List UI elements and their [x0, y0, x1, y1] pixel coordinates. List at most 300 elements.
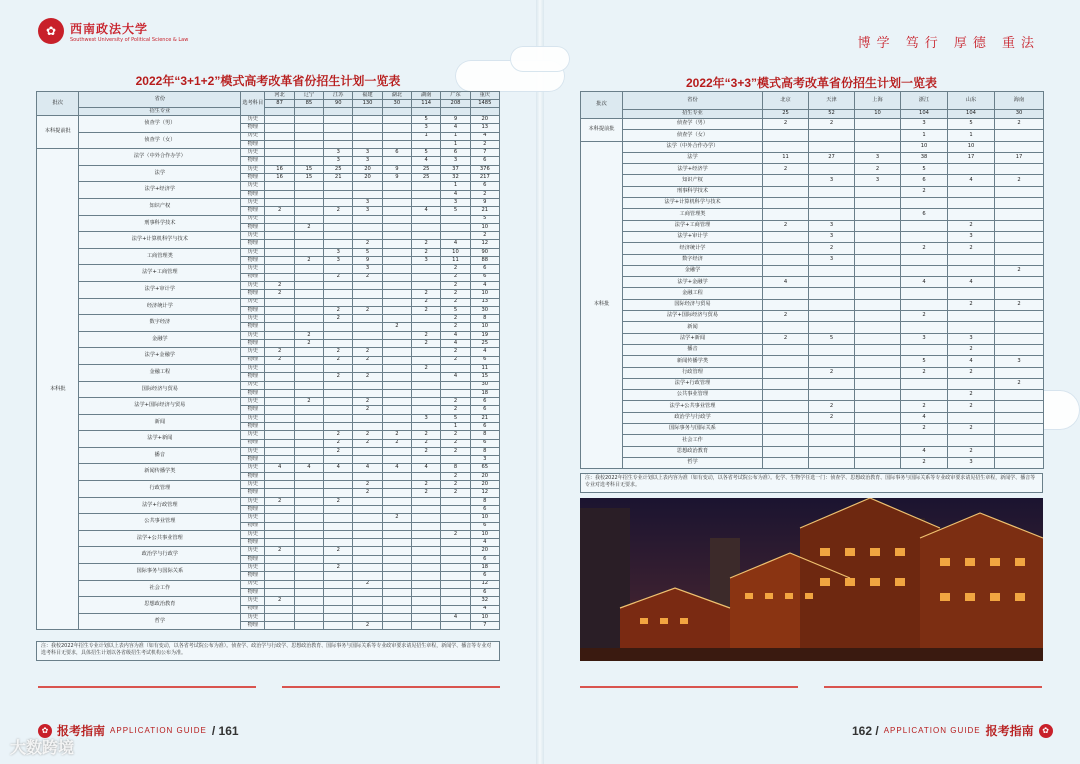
value-cell: 2: [412, 364, 441, 372]
value-cell: [763, 435, 809, 446]
value-cell: [324, 572, 353, 580]
value-cell: [412, 522, 441, 530]
major-cell: 法学+工商管理: [623, 220, 763, 231]
value-cell: 1: [441, 132, 470, 140]
value-cell: 4: [441, 340, 470, 348]
value-cell: [353, 298, 382, 306]
table-row: [37, 547, 500, 555]
value-cell: 5: [353, 248, 382, 256]
value-cell: 5: [412, 116, 441, 124]
batch-cell: 本科批: [581, 141, 623, 469]
value-cell: [294, 265, 323, 273]
subject-cell: 物理: [241, 522, 265, 530]
value-cell: [412, 514, 441, 522]
value-cell: [353, 132, 382, 140]
value-cell: 5: [809, 333, 855, 344]
subject-cell: 历史: [241, 530, 265, 538]
value-cell: [855, 254, 901, 265]
logo-chinese-name: 西南政法大学: [70, 21, 149, 36]
value-cell: [265, 190, 294, 198]
subject-cell: 物理: [241, 257, 265, 265]
subject-cell: 历史: [241, 481, 265, 489]
value-cell: 10: [901, 141, 948, 152]
col-header-province-name: 辽宁: [294, 92, 323, 100]
value-cell: 2: [948, 344, 995, 355]
value-cell: 2: [412, 340, 441, 348]
col-header-province-name: 海南: [995, 92, 1044, 110]
value-cell: [382, 555, 411, 563]
value-cell: 9: [353, 257, 382, 265]
value-cell: [382, 530, 411, 538]
subject-cell: 历史: [241, 613, 265, 621]
value-cell: 25: [470, 340, 499, 348]
value-cell: 4: [441, 240, 470, 248]
value-cell: [382, 223, 411, 231]
major-cell: 政治学与行政学: [79, 547, 241, 564]
col-header-blank: [353, 108, 382, 116]
value-cell: [763, 254, 809, 265]
value-cell: [265, 622, 294, 630]
value-cell: 6: [470, 157, 499, 165]
value-cell: [995, 198, 1044, 209]
value-cell: 5: [901, 164, 948, 175]
value-cell: [265, 580, 294, 588]
value-cell: 9: [382, 174, 411, 182]
subject-cell: 历史: [241, 398, 265, 406]
value-cell: 1: [441, 182, 470, 190]
value-cell: [324, 232, 353, 240]
value-cell: [382, 248, 411, 256]
value-cell: [294, 605, 323, 613]
value-cell: 1: [901, 130, 948, 141]
value-cell: [412, 315, 441, 323]
value-cell: [382, 622, 411, 630]
value-cell: [412, 215, 441, 223]
value-cell: [294, 505, 323, 513]
value-cell: [855, 119, 901, 130]
right-footer-title: 报考指南: [985, 724, 1034, 738]
value-cell: [855, 333, 901, 344]
major-cell: 新闻传播学类: [623, 356, 763, 367]
value-cell: [353, 605, 382, 613]
subject-cell: 历史: [241, 464, 265, 472]
value-cell: [265, 431, 294, 439]
subject-cell: 历史: [241, 116, 265, 124]
value-cell: [265, 422, 294, 430]
right-table-title: 2022年“3+3”模式高考改革省份招生计划一览表: [685, 76, 938, 90]
value-cell: [265, 605, 294, 613]
major-cell: 金融学: [79, 331, 241, 348]
col-header-major: 招生专业: [623, 110, 763, 119]
value-cell: [855, 367, 901, 378]
value-cell: [441, 522, 470, 530]
value-cell: 12: [470, 580, 499, 588]
value-cell: [294, 447, 323, 455]
value-cell: 6: [901, 209, 948, 220]
value-cell: 5: [412, 149, 441, 157]
value-cell: 21: [470, 414, 499, 422]
value-cell: [995, 186, 1044, 197]
value-cell: [265, 157, 294, 165]
value-cell: [265, 215, 294, 223]
value-cell: 2: [763, 333, 809, 344]
value-cell: [353, 530, 382, 538]
table-row: [581, 333, 1044, 344]
value-cell: 2: [382, 439, 411, 447]
major-cell: 金融工程: [623, 288, 763, 299]
value-cell: 10: [470, 514, 499, 522]
value-cell: 2: [470, 140, 499, 148]
table-row: [581, 367, 1044, 378]
value-cell: 4: [441, 190, 470, 198]
value-cell: [382, 381, 411, 389]
value-cell: [441, 564, 470, 572]
table-row: [581, 209, 1044, 220]
table-row: [581, 220, 1044, 231]
value-cell: [809, 164, 855, 175]
value-cell: 2: [265, 290, 294, 298]
subject-cell: 历史: [241, 331, 265, 339]
value-cell: [441, 497, 470, 505]
table-row: [37, 265, 500, 273]
left-enrollment-table: [36, 91, 500, 630]
value-cell: [265, 373, 294, 381]
value-cell: 25: [324, 165, 353, 173]
value-cell: 2: [948, 424, 995, 435]
subject-cell: 历史: [241, 580, 265, 588]
value-cell: [382, 564, 411, 572]
value-cell: [441, 389, 470, 397]
value-cell: 15: [294, 174, 323, 182]
col-header-province-name: 天津: [809, 92, 855, 110]
table-row: [37, 315, 500, 323]
value-cell: 4: [901, 277, 948, 288]
major-cell: 法学+国际经济与贸易: [623, 311, 763, 322]
table-row: [37, 564, 500, 572]
value-cell: [382, 298, 411, 306]
value-cell: [995, 311, 1044, 322]
value-cell: 6: [470, 555, 499, 563]
value-cell: 4: [470, 281, 499, 289]
value-cell: [353, 547, 382, 555]
value-cell: 20: [470, 116, 499, 124]
value-cell: 10: [470, 530, 499, 538]
table-row: [581, 311, 1044, 322]
table-row: [581, 412, 1044, 423]
value-cell: [763, 322, 809, 333]
value-cell: [265, 124, 294, 132]
value-cell: [948, 311, 995, 322]
value-cell: [382, 414, 411, 422]
value-cell: [855, 356, 901, 367]
value-cell: 4: [763, 277, 809, 288]
value-cell: [412, 505, 441, 513]
table-row: [37, 149, 500, 157]
value-cell: [324, 198, 353, 206]
value-cell: [441, 456, 470, 464]
value-cell: 19: [470, 331, 499, 339]
col-header-province-name: 江苏: [324, 92, 353, 100]
value-cell: 2: [353, 240, 382, 248]
right-page-number: 162 /: [852, 723, 879, 738]
table-row: [581, 130, 1044, 141]
value-cell: [294, 323, 323, 331]
value-cell: 2: [412, 331, 441, 339]
value-cell: 30: [470, 381, 499, 389]
value-cell: [995, 277, 1044, 288]
value-cell: 2: [948, 390, 995, 401]
value-cell: 2: [324, 564, 353, 572]
table-row: [37, 198, 500, 206]
value-cell: [382, 580, 411, 588]
value-cell: 3: [353, 157, 382, 165]
value-cell: 16: [265, 174, 294, 182]
col-header-total: 10: [855, 110, 901, 119]
value-cell: 4: [470, 605, 499, 613]
value-cell: [265, 182, 294, 190]
value-cell: [324, 539, 353, 547]
value-cell: [353, 456, 382, 464]
col-header-blank: [294, 108, 323, 116]
value-cell: 2: [901, 311, 948, 322]
value-cell: [412, 472, 441, 480]
major-cell: 工商管理类: [623, 209, 763, 220]
value-cell: [441, 539, 470, 547]
value-cell: 32: [441, 174, 470, 182]
subject-cell: 物理: [241, 539, 265, 547]
value-cell: [353, 364, 382, 372]
value-cell: 2: [441, 298, 470, 306]
value-cell: [763, 424, 809, 435]
value-cell: [382, 306, 411, 314]
value-cell: [995, 367, 1044, 378]
value-cell: [855, 198, 901, 209]
subject-cell: 物理: [241, 505, 265, 513]
subject-cell: 历史: [241, 497, 265, 505]
value-cell: 2: [353, 373, 382, 381]
value-cell: 17: [948, 152, 995, 163]
value-cell: 4: [441, 331, 470, 339]
value-cell: [382, 140, 411, 148]
value-cell: 5: [441, 207, 470, 215]
value-cell: 25: [412, 174, 441, 182]
value-cell: 3: [324, 157, 353, 165]
value-cell: [412, 613, 441, 621]
value-cell: 18: [470, 389, 499, 397]
major-cell: 法学: [79, 165, 241, 182]
major-cell: 法学（中外合作办学）: [623, 141, 763, 152]
value-cell: [353, 389, 382, 397]
value-cell: 4: [412, 464, 441, 472]
value-cell: [382, 481, 411, 489]
value-cell: [265, 257, 294, 265]
value-cell: 2: [809, 412, 855, 423]
value-cell: [855, 231, 901, 242]
value-cell: 2: [265, 597, 294, 605]
value-cell: [324, 140, 353, 148]
batch-cell: 本科提前批: [37, 116, 79, 149]
value-cell: [294, 481, 323, 489]
col-header-total: 52: [809, 110, 855, 119]
table-row: [37, 381, 500, 389]
table-row: [581, 164, 1044, 175]
value-cell: [995, 288, 1044, 299]
book-spine: [536, 0, 544, 764]
value-cell: 4: [441, 124, 470, 132]
value-cell: [948, 412, 995, 423]
value-cell: 4: [901, 412, 948, 423]
value-cell: [763, 288, 809, 299]
col-header-province: 省份: [79, 92, 241, 108]
value-cell: 2: [412, 306, 441, 314]
value-cell: 2: [441, 489, 470, 497]
col-header-total: 87: [265, 100, 294, 108]
value-cell: 2: [441, 406, 470, 414]
value-cell: [809, 378, 855, 389]
value-cell: 6: [470, 406, 499, 414]
value-cell: [324, 481, 353, 489]
value-cell: [265, 198, 294, 206]
value-cell: [995, 322, 1044, 333]
value-cell: [901, 344, 948, 355]
value-cell: 2: [995, 175, 1044, 186]
value-cell: [763, 367, 809, 378]
col-header-province-name: 北京: [763, 92, 809, 110]
major-cell: 公共事业管理: [79, 514, 241, 531]
value-cell: [855, 141, 901, 152]
major-cell: 法学: [623, 152, 763, 163]
value-cell: [294, 613, 323, 621]
major-cell: 法学+计算机科学与技术: [623, 198, 763, 209]
value-cell: [441, 555, 470, 563]
value-cell: 2: [324, 431, 353, 439]
subject-cell: 历史: [241, 348, 265, 356]
value-cell: [382, 315, 411, 323]
value-cell: [441, 223, 470, 231]
value-cell: [382, 588, 411, 596]
table-row: [581, 424, 1044, 435]
value-cell: 2: [412, 290, 441, 298]
left-table-note: 注：我校2022年招生专业计划以上表内容为准（如有变动，以各省考试院公布为准）。侦查学、政治学与行政学、思想政治教育、国际事务与国际关系等专业政审要求请见招生章程，新闻学、播音等专业对选考科目无要求，具体招生计划以各省级招生考试机构公布为准。: [36, 641, 500, 661]
major-cell: 新闻传播学类: [79, 464, 241, 481]
right-footer-rule-2: [824, 686, 1042, 688]
value-cell: 2: [855, 164, 901, 175]
value-cell: 4: [470, 348, 499, 356]
value-cell: [855, 424, 901, 435]
value-cell: [324, 116, 353, 124]
value-cell: [265, 539, 294, 547]
value-cell: 2: [353, 439, 382, 447]
value-cell: [382, 489, 411, 497]
university-logo: [38, 18, 188, 44]
value-cell: [265, 505, 294, 513]
value-cell: [412, 605, 441, 613]
subject-cell: 物理: [241, 406, 265, 414]
major-cell: 法学+经济学: [79, 182, 241, 199]
value-cell: [294, 514, 323, 522]
value-cell: [809, 198, 855, 209]
value-cell: 37: [441, 165, 470, 173]
value-cell: [353, 522, 382, 530]
value-cell: 3: [441, 157, 470, 165]
col-header-province-name: 湖北: [382, 92, 411, 100]
value-cell: [294, 215, 323, 223]
value-cell: 90: [470, 248, 499, 256]
value-cell: [995, 141, 1044, 152]
value-cell: [855, 446, 901, 457]
value-cell: [809, 435, 855, 446]
value-cell: [809, 186, 855, 197]
value-cell: 2: [353, 431, 382, 439]
table-row: [581, 390, 1044, 401]
value-cell: [265, 248, 294, 256]
value-cell: [809, 446, 855, 457]
value-cell: [382, 447, 411, 455]
value-cell: 376: [470, 165, 499, 173]
value-cell: [809, 265, 855, 276]
value-cell: [809, 277, 855, 288]
subject-cell: 物理: [241, 588, 265, 596]
value-cell: [412, 622, 441, 630]
value-cell: [763, 186, 809, 197]
value-cell: [995, 435, 1044, 446]
value-cell: [763, 299, 809, 310]
value-cell: [382, 539, 411, 547]
value-cell: [265, 149, 294, 157]
value-cell: [382, 198, 411, 206]
value-cell: 2: [353, 406, 382, 414]
col-header-blank: [382, 108, 411, 116]
value-cell: 2: [324, 356, 353, 364]
value-cell: 2: [382, 431, 411, 439]
value-cell: [294, 431, 323, 439]
value-cell: [382, 215, 411, 223]
subject-cell: 历史: [241, 431, 265, 439]
value-cell: [294, 273, 323, 281]
value-cell: [855, 401, 901, 412]
value-cell: [294, 232, 323, 240]
value-cell: [441, 605, 470, 613]
value-cell: [948, 288, 995, 299]
value-cell: 2: [441, 290, 470, 298]
value-cell: [265, 414, 294, 422]
col-header-total: 104: [901, 110, 948, 119]
value-cell: [382, 547, 411, 555]
value-cell: 2: [412, 489, 441, 497]
value-cell: 2: [353, 398, 382, 406]
col-header-total: 1485: [470, 100, 499, 108]
value-cell: [382, 613, 411, 621]
value-cell: [901, 265, 948, 276]
table-row: [581, 198, 1044, 209]
value-cell: [324, 190, 353, 198]
value-cell: [382, 340, 411, 348]
value-cell: [265, 223, 294, 231]
value-cell: 2: [441, 439, 470, 447]
value-cell: [855, 130, 901, 141]
value-cell: [412, 223, 441, 231]
table-row: [581, 265, 1044, 276]
major-cell: 法学+公共事业管理: [79, 530, 241, 547]
table-row: [37, 248, 500, 256]
value-cell: [412, 539, 441, 547]
value-cell: [324, 580, 353, 588]
value-cell: [763, 412, 809, 423]
value-cell: [324, 414, 353, 422]
value-cell: [265, 555, 294, 563]
value-cell: [353, 472, 382, 480]
col-header-blank: [441, 108, 470, 116]
